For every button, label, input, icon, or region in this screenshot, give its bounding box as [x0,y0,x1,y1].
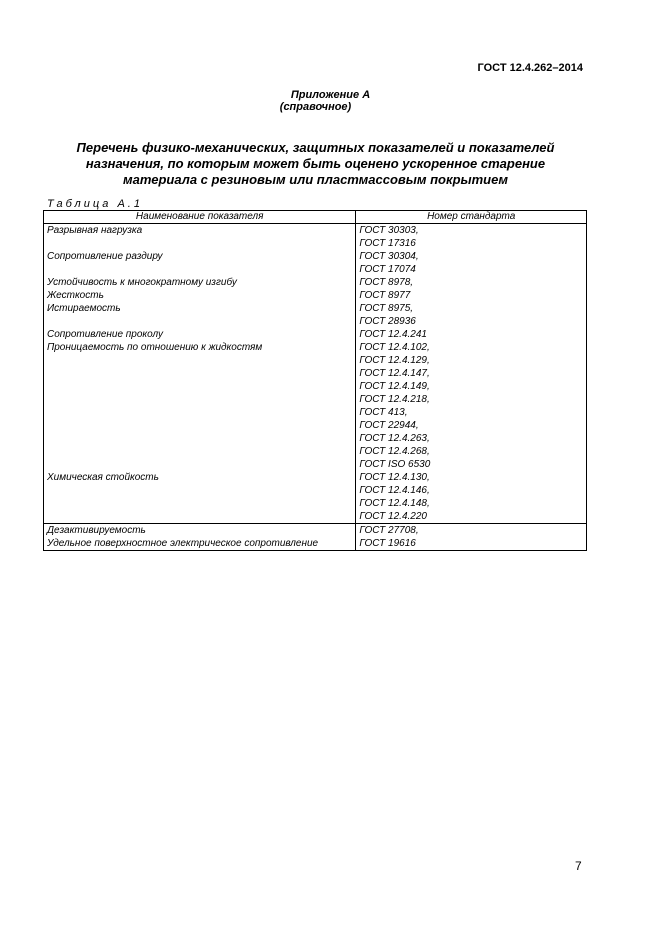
indicator-cell [44,237,356,250]
indicator-cell: Разрывная нагрузка [44,224,356,238]
standard-cell: ГОСТ 12.4.148, [356,497,587,510]
page-number: 7 [575,859,582,873]
standard-cell: ГОСТ 27708, [356,524,587,538]
indicator-cell: Жесткость [44,289,356,302]
indicator-cell [44,263,356,276]
table-row [44,237,587,250]
indicator-cell: Проницаемость по отношению к жидкостям [44,341,356,354]
standard-cell: ГОСТ 30303, [356,224,587,238]
indicator-cell [44,380,356,393]
standard-cell: ГОСТ 17316 [356,237,587,250]
table-row [44,510,587,524]
table-header-row [44,211,587,224]
indicator-cell: Дезактивируемость [44,524,356,538]
standard-cell: ГОСТ 12.4.218, [356,393,587,406]
table-row [44,432,587,445]
standard-cell: ГОСТ 12.4.147, [356,367,587,380]
table-row [44,224,587,238]
table-row [44,419,587,432]
table-row [44,341,587,354]
indicator-cell [44,432,356,445]
standard-cell: ГОСТ ISO 6530 [356,458,587,471]
standard-cell: ГОСТ 12.4.268, [356,445,587,458]
standard-cell: ГОСТ 413, [356,406,587,419]
annex-title: Приложение А [290,89,371,101]
table-row [44,367,587,380]
standard-cell: ГОСТ 28936 [356,315,587,328]
table-row [44,380,587,393]
standard-cell: ГОСТ 12.4.102, [356,341,587,354]
table-row [44,458,587,471]
table-row [44,328,587,341]
table-row [44,524,587,538]
indicator-cell [44,315,356,328]
table-row [44,263,587,276]
indicator-cell: Сопротивление раздиру [44,250,356,263]
column-header-indicator: Наименование показателя [44,211,356,224]
standard-cell: ГОСТ 22944, [356,419,587,432]
standard-cell: ГОСТ 30304, [356,250,587,263]
standard-cell: ГОСТ 12.4.129, [356,354,587,367]
table-row [44,354,587,367]
standard-cell: ГОСТ 8978, [356,276,587,289]
table-row [44,315,587,328]
indicator-cell [44,354,356,367]
indicator-cell [44,458,356,471]
indicator-cell [44,445,356,458]
indicator-cell [44,419,356,432]
standard-cell: ГОСТ 12.4.220 [356,510,587,524]
table-row [44,250,587,263]
table-caption: Таблица А.1 [47,198,143,210]
table-row [44,289,587,302]
standard-cell: ГОСТ 12.4.263, [356,432,587,445]
indicator-cell [44,393,356,406]
table-body [44,224,587,551]
table-row [44,484,587,497]
table-row [44,276,587,289]
section-title-line: назначения, по которым может быть оценено ускоренное старение [85,156,546,171]
table-row [44,406,587,419]
indicator-cell: Удельное поверхностное электрическое сопротивление [44,537,356,551]
standards-table [43,210,587,551]
table-row [44,445,587,458]
standard-cell: ГОСТ 8975, [356,302,587,315]
indicator-cell [44,406,356,419]
indicator-cell: Сопротивление проколу [44,328,356,341]
section-title [0,140,631,188]
document-code: ГОСТ 12.4.262–2014 [477,62,583,74]
table-row [44,471,587,484]
indicator-cell [44,484,356,497]
table-row [44,537,587,551]
column-header-standard: Номер стандарта [356,211,587,224]
standard-cell: ГОСТ 12.4.241 [356,328,587,341]
standard-cell: ГОСТ 12.4.146, [356,484,587,497]
standard-cell: ГОСТ 12.4.149, [356,380,587,393]
indicator-cell [44,367,356,380]
section-title-line: Перечень физико-механических, защитных показателей и показателей [76,140,555,155]
annex-subtitle: (справочное) [279,101,352,113]
indicator-cell: Истираемость [44,302,356,315]
standard-cell: ГОСТ 8977 [356,289,587,302]
table-row [44,497,587,510]
section-title-line: материала с резиновым или пластмассовым покрытием [123,172,508,187]
table-row [44,302,587,315]
standard-cell: ГОСТ 17074 [356,263,587,276]
indicator-cell [44,497,356,510]
indicator-cell: Устойчивость к многократному изгибу [44,276,356,289]
table-row [44,393,587,406]
standard-cell: ГОСТ 19616 [356,537,587,551]
indicator-cell [44,510,356,524]
standard-cell: ГОСТ 12.4.130, [356,471,587,484]
indicator-cell: Химическая стойкость [44,471,356,484]
